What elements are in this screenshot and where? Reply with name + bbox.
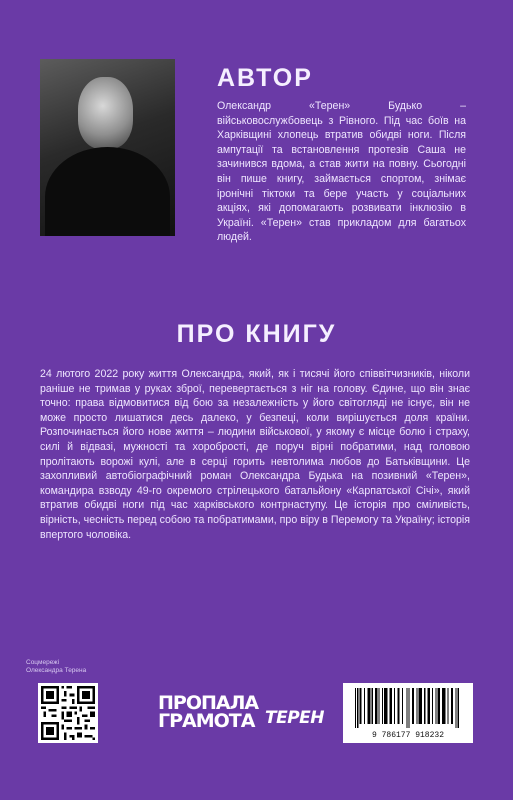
publisher-logo-propala-hramota — [158, 694, 258, 730]
barcode-bars — [355, 688, 461, 728]
author-photo-body — [45, 147, 170, 236]
publisher-logo-teren: ТЕРЕН — [265, 708, 325, 728]
about-book-heading: ПРО КНИГУ — [176, 320, 337, 348]
isbn-number: 9 786177 918232 — [371, 731, 444, 740]
publisher-logo-line1: ПРОПАЛА — [158, 692, 259, 714]
author-bio: Олександр «Терен» Будько – військовослужбовець з Рівного. Під час боїв на Харківщині хлопець втратив обидві ноги. Після ампутації та встановлення протезів Саша не зачинився вдома, а став жити на повну. Сьогодні він пише книгу, займається спортом, знімає іронічні тіктоки та бере участь у соціальних акціях, які допомагають розвивати інклюзію в Україні. «Терен» став прикладом для багатьох людей. — [217, 100, 466, 244]
isbn-barcode — [343, 683, 473, 743]
author-heading: АВТОР — [217, 64, 313, 92]
author-photo — [40, 59, 175, 236]
about-book-text: 24 лютого 2022 року життя Олександра, який, як і тисячі його співвітчизників, ніколи раніше не тримав у руках зброї, перевертається з ніг на голову. Єдине, що він знає точно: права відмовитися від бою за незалежність у його світогляді не існує, він не може просто лишатися десь далеко, у безпеці, коли вирішується доля країни. Розпочинається його нове життя – людини військової, у якому є місце болю і страху, силі й відвазі, мужності та хоробрості, де поруч вірні побратими, над головою пролітають ворожі кулі, але в серці горить невтолима любов до Батьківщини. Це захопливий автобіографічний роман Олександра Будька на позивний «Терен», командира взводу 49-го окремого стрілецького батальйону «Карпатської Січі», який втратив обидві ноги під час харківського контрнаступу. Це історія про сміливість, вірність, чесність перед собою та побратимами, про віру в Перемогу та Україну; історія впертого чоловіка. — [40, 368, 470, 541]
author-photo-head — [78, 77, 133, 149]
photo-credit: Соцмережі Олександра Терена — [26, 659, 87, 674]
qr-code[interactable] — [38, 683, 98, 743]
publisher-logo-line2: ГРАМОТА — [158, 710, 255, 732]
